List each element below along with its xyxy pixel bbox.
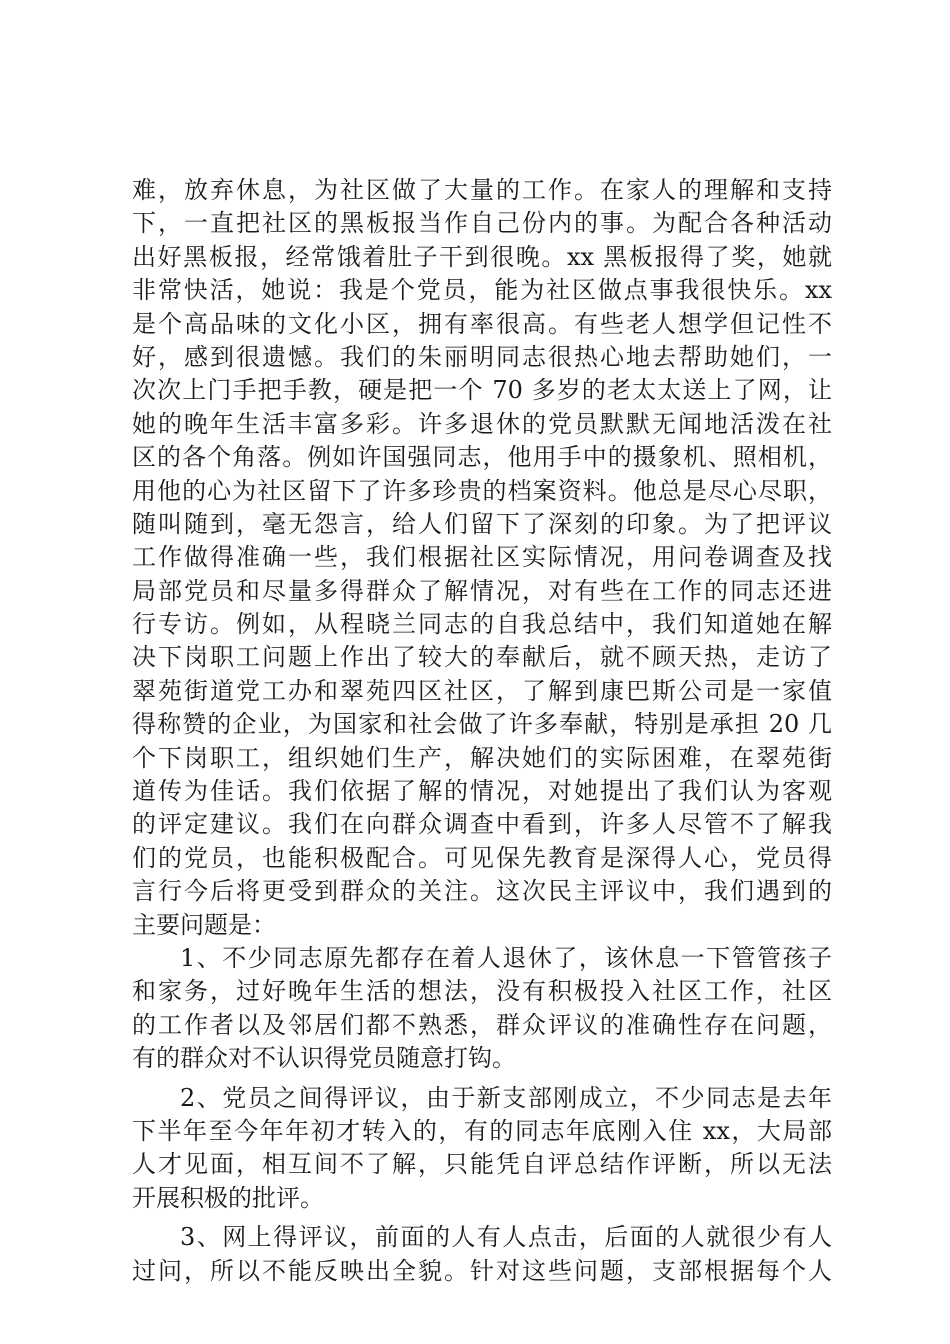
text-line: 人才见面，相互间不了解，只能凭自评总结作评断，所以无法	[132, 1150, 832, 1179]
text-line: 下半年至今年年初才转入的，有的同志年底刚入住 xx，大局部	[132, 1116, 832, 1145]
text-line: 们的党员，也能积极配合。可见保先教育是深得人心，党员得	[132, 843, 832, 872]
text-line: 翠苑街道党工办和翠苑四区社区，了解到康巴斯公司是一家值	[132, 676, 832, 705]
text-line: 3、网上得评议，前面的人有人点击，后面的人就很少有人	[180, 1223, 832, 1252]
text-line: 言行今后将更受到群众的关注。这次民主评议中，我们遇到的	[132, 877, 832, 906]
text-line: 好，感到很遗憾。我们的朱丽明同志很热心地去帮助她们，一	[132, 342, 832, 371]
text-line: 下，一直把社区的黑板报当作自己份内的事。为配合各种活动	[132, 209, 832, 238]
text-line: 得称赞的企业，为国家和社会做了许多奉献，特别是承担 20 几	[132, 710, 832, 739]
text-line: 的工作者以及邻居们都不熟悉，群众评议的准确性存在问题，	[132, 1010, 832, 1039]
list-item-2	[132, 1082, 832, 1216]
text-line: 2、党员之间得评议，由于新支部刚成立，不少同志是去年	[180, 1083, 832, 1112]
text-line: 1、不少同志原先都存在着人退休了，该休息一下管管孩子	[180, 943, 832, 972]
text-line: 随叫随到，毫无怨言，给人们留下了深刻的印象。为了把评议	[132, 509, 832, 538]
text-line: 过问，所以不能反映出全貌。针对这些问题，支部根据每个人	[132, 1256, 832, 1285]
text-line: 的评定建议。我们在向群众调查中看到，许多人尽管不了解我	[132, 810, 832, 839]
body-text	[132, 174, 832, 1288]
text-line: 用他的心为社区留下了许多珍贵的档案资料。他总是尽心尽职，	[132, 476, 832, 505]
text-line: 个下岗职工，组织她们生产，解决她们的实际困难，在翠苑街	[132, 743, 832, 772]
text-line: 区的各个角落。例如许国强同志，他用手中的摄象机、照相机，	[132, 443, 832, 472]
text-line: 出好黑板报，经常饿着肚子干到很晚。xx 黑板报得了奖，她就	[132, 242, 832, 271]
text-line: 行专访。例如，从程晓兰同志的自我总结中，我们知道她在解	[132, 610, 832, 639]
text-line: 道传为佳话。我们依据了解的情况，对她提出了我们认为客观	[132, 777, 832, 806]
text-line: 有的群众对不认识得党员随意打钩。	[132, 1044, 516, 1073]
text-line: 主要问题是：	[132, 910, 276, 939]
text-line: 次次上门手把手教，硬是把一个 70 多岁的老太太送上了网，让	[132, 376, 832, 405]
text-line: 难，放弃休息，为社区做了大量的工作。在家人的理解和支持	[132, 176, 832, 204]
paragraph	[132, 174, 832, 942]
text-line: 她的晚年生活丰富多彩。许多退休的党员默默无闻地活泼在社	[132, 409, 832, 438]
text-line: 开展积极的批评。	[132, 1183, 324, 1212]
list-item-1	[132, 942, 832, 1076]
text-line: 和家务，过好晚年生活的想法，没有积极投入社区工作，社区	[132, 977, 832, 1006]
text-line: 是个高品味的文化小区，拥有率很高。有些老人想学但记性不	[132, 309, 832, 338]
text-line: 决下岗职工问题上作出了较大的奉献后，就不顾天热，走访了	[132, 643, 832, 672]
text-line: 工作做得准确一些，我们根据社区实际情况，用问卷调查及找	[132, 543, 832, 572]
list-item-3	[132, 1221, 832, 1288]
text-line: 局部党员和尽量多得群众了解情况，对有些在工作的同志还进	[132, 576, 832, 605]
text-line: 非常快活，她说：我是个党员，能为社区做点事我很快乐。xx	[132, 276, 832, 305]
